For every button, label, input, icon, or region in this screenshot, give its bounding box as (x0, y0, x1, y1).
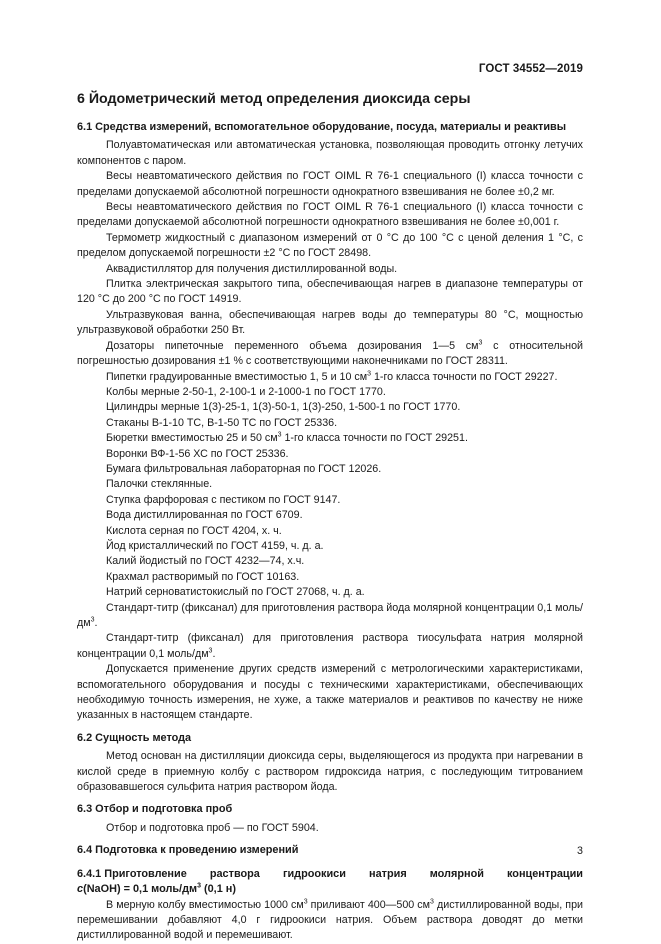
section-6-title: 6 Йодометрический метод определения диоксида серы (77, 91, 471, 107)
paragraph: Допускается применение других средств измерений с метрологическими характеристиками, вспомогательного оборудования и посуды с техническими характеристиками, обеспечивающих необходимую точность измерения, не хуже, а также материалов и реактивов по качеству не ниже указанных в настоящем стандарте. (77, 663, 583, 722)
paragraph: Кислота серная по ГОСТ 4204, х. ч. (106, 524, 282, 537)
text-run: приливают 400—500 см (307, 898, 430, 911)
page-content (77, 90, 583, 944)
paragraph: Ультразвуковая ванна, обеспечивающая нагрев воды до температуры 80 °С, мощностью ультразвуковой обработки 250 Вт. (77, 308, 583, 337)
superscript: 3 (208, 647, 213, 655)
page-number: 3 (577, 845, 583, 857)
paragraph: Плитка электрическая закрытого типа, обеспечивающая нагрев в диапазоне температуры от 120 °С до 200 °С по ГОСТ 14919. (77, 278, 583, 306)
superscript: 3 (478, 339, 483, 347)
paragraph: Бумага фильтровальная лабораторная по ГОСТ 12026. (106, 462, 382, 475)
section-6-4-title: 6.4 Подготовка к проведению измерений (77, 844, 299, 857)
heading-word: гидроокиси (282, 867, 346, 880)
paragraph: Стаканы В-1-10 ТС, В-1-50 ТС по ГОСТ 25336. (106, 416, 338, 429)
paragraph: Натрий серноватистокислый по ГОСТ 27068, ч. д. а. (106, 586, 365, 599)
text-run: . (212, 647, 216, 660)
heading-word: натрия (369, 867, 407, 880)
section-6-1-title: 6.1 Средства измерений, вспомогательное оборудование, посуда, материалы и реактивы (77, 121, 567, 133)
text-run: Бюретки вместимостью 25 и 50 см (106, 432, 278, 445)
paragraph: Весы неавтоматического действия по ГОСТ OIML R 76-1 специального (I) класса точности с пределами допускаемой абсолютной погрешности однократного взвешивания не более ±0,001 г. (77, 201, 583, 229)
paragraph (77, 631, 583, 662)
text-run: Дозаторы пипеточные переменного объема дозирования 1—5 см (106, 339, 479, 352)
superscript: 3 (197, 882, 201, 890)
paragraph: Колбы мерные 2-50-1, 2-100-1 и 2-1000-1 по ГОСТ 1770. (106, 385, 386, 398)
paragraph (77, 431, 583, 446)
paragraph: Аквадистиллятор для получения дистиллированной воды. (106, 262, 398, 275)
superscript: 3 (303, 897, 308, 905)
paragraph (77, 370, 583, 385)
heading-word: 6.4.1 Приготовление (77, 867, 187, 880)
paragraph: Полуавтоматическая или автоматическая установка, позволяющая проводить отгонку летучих компонентов с паром. (77, 139, 583, 167)
text-run: Стандарт-титр (фиксанал) для приготовления раствора йода молярной концентрации 0,1 моль/дм (77, 601, 583, 629)
superscript: 3 (90, 616, 95, 624)
section-6-3-title: 6.3 Отбор и подготовка проб (77, 803, 233, 816)
text-run: дистиллированной воды, при перемешивании добавляют 4,0 г гидроокиси натрия. Объем раствора доводят до метки дистиллированной водой и перемешивают. (77, 898, 583, 942)
text-run: . (94, 617, 98, 629)
paragraph: Палочки стеклянные. (106, 478, 213, 491)
superscript: 3 (277, 431, 282, 439)
text-run: Пипетки градуированные вместимостью 1, 5 и 10 см (106, 370, 368, 383)
section-6-2-title: 6.2 Сущность метода (77, 731, 192, 744)
text-run: с относительной погрешностью дозирования ±1 % с соответствующими наконечниками по ГОСТ 28311. (77, 339, 583, 368)
section-6-4-1-title (77, 867, 583, 898)
formula-symbol: c (77, 883, 84, 896)
paragraph: Ступка фарфоровая с пестиком по ГОСТ 9147. (106, 493, 341, 506)
heading-line (77, 882, 583, 897)
heading-word: молярной (429, 867, 484, 880)
heading-word: концентрации (507, 867, 583, 880)
paragraph: Йод кристаллический по ГОСТ 4159, ч. д. а. (106, 539, 324, 552)
paragraph: Весы неавтоматического действия по ГОСТ OIML R 76-1 специального (I) класса точности с пределами допускаемой абсолютной погрешности однократного взвешивания не более ±0,2 мг. (77, 170, 583, 198)
text-run: 1-го класса точности по ГОСТ 29251. (281, 432, 468, 445)
paragraph: Термометр жидкостный с диапазоном измерений от 0 °С до 100 °С с ценой деления 1 °С, с пределом допускаемой погрешности ±2 °С по ГОСТ 28498. (77, 231, 583, 260)
paragraph: Калий йодистый по ГОСТ 4232—74, х.ч. (106, 555, 305, 568)
text-run: (0,1 н) (200, 883, 236, 896)
text-run: (NaOH) = 0,1 моль/дм (83, 883, 198, 896)
paragraph (77, 339, 583, 370)
paragraph: Метод основан на дистилляции диоксида серы, выделяющегося из продукта при нагревании в кислой среде в приемную колбу с раствором гидроксида натрия, с последующим титрованием образовавшегося сульфита натрия раствором йода. (77, 750, 583, 794)
superscript: 3 (430, 897, 434, 905)
paragraph (77, 601, 583, 632)
paragraph: Отбор и подготовка проб — по ГОСТ 5904. (106, 821, 319, 834)
heading-line (77, 867, 583, 882)
paragraph: Крахмал растворимый по ГОСТ 10163. (106, 570, 300, 583)
paragraph: Вода дистиллированная по ГОСТ 6709. (106, 509, 303, 522)
paragraph: Воронки ВФ-1-56 ХС по ГОСТ 25336. (106, 447, 289, 460)
text-run: Стандарт-титр (фиксанал) для приготовления раствора тиосульфата натрия молярной концентрации 0,1 моль/дм (77, 632, 583, 660)
heading-word: раствора (209, 867, 260, 880)
paragraph: Цилиндры мерные 1(3)-25-1, 1(3)-50-1, 1(3)-250, 1-500-1 по ГОСТ 1770. (106, 401, 461, 414)
text-run: 1-го класса точности по ГОСТ 29227. (371, 370, 558, 383)
superscript: 3 (367, 369, 371, 377)
text-run: В мерную колбу вместимостью 1000 см (106, 898, 304, 911)
document-code: ГОСТ 34552—2019 (478, 63, 583, 75)
paragraph (77, 898, 583, 944)
